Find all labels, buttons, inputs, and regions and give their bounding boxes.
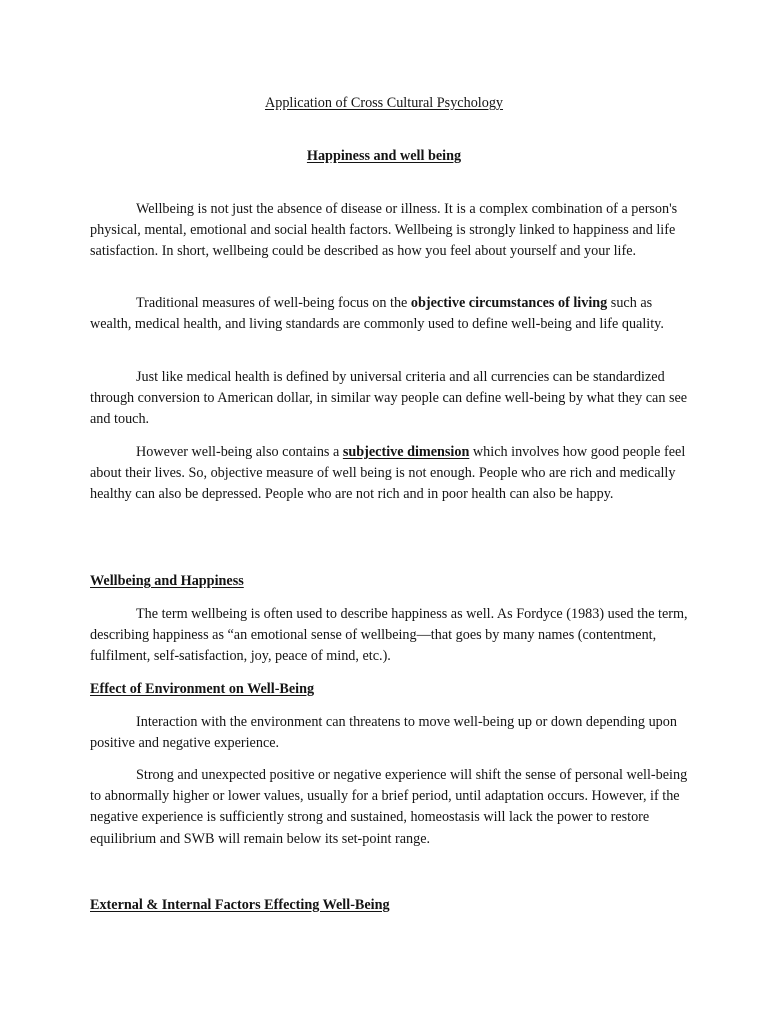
section-heading-environment: Effect of Environment on Well-Being (90, 681, 315, 697)
section-heading-wellbeing-happiness: Wellbeing and Happiness (90, 573, 244, 589)
paragraph-text: which involves how good people feel about their lives. So, objective measure of well being is not enough. People who are rich and medically healthy can also be depressed. People who are not rich and in poor health can also be happy. (90, 444, 686, 503)
paragraph-interaction: Interaction with the environment can threatens to move well-being up or down depending upon positive and negative experience. (90, 714, 677, 752)
paragraph-strong-experience: Strong and unexpected positive or negative experience will shift the sense of personal well-being to abnormally higher or lower values, usually for a brief period, until adaptation occurs. However, if the negative experience is sufficiently strong and sustained, homeostasis will lack the power to restore equilibrium and SWB will remain below its set-point range. (90, 767, 688, 847)
document-title: Application of Cross Cultural Psychology (264, 95, 504, 111)
paragraph-subjective-dimension (90, 442, 690, 506)
bold-term-objective: objective circumstances of living (410, 295, 608, 311)
section-heading-factors: External & Internal Factors Effecting Well-Being (90, 897, 390, 913)
paragraph-text: However well-being also contains a (136, 444, 343, 460)
paragraph-wellbeing-definition: Wellbeing is not just the absence of disease or illness. It is a complex combination of a person's physical, mental, emotional and social health factors. Wellbeing is strongly linked to happiness and life satisfaction. In short, wellbeing could be described as how you feel about yourself and your life. (90, 201, 678, 260)
paragraph-medical-health: Just like medical health is defined by universal criteria and all currencies can be standardized through conversion to American dollar, in similar way people can define well-being by what they can see and touch. (90, 369, 688, 428)
document-subtitle: Happiness and well being (306, 148, 462, 164)
paragraph-objective-measures (90, 293, 690, 335)
paragraph-fordyce: The term wellbeing is often used to describe happiness as well. As Fordyce (1983) used the term, describing happiness as “an emotional sense of wellbeing—that goes by many names (contentment, fulfilment, self-satisfaction, joy, peace of mind, etc.). (90, 606, 688, 665)
bold-term-subjective: subjective dimension (342, 444, 470, 460)
paragraph-text: such as wealth, medical health, and living standards are commonly used to define well-being and life quality. (90, 295, 664, 333)
paragraph-text: Traditional measures of well-being focus on the (136, 295, 411, 311)
